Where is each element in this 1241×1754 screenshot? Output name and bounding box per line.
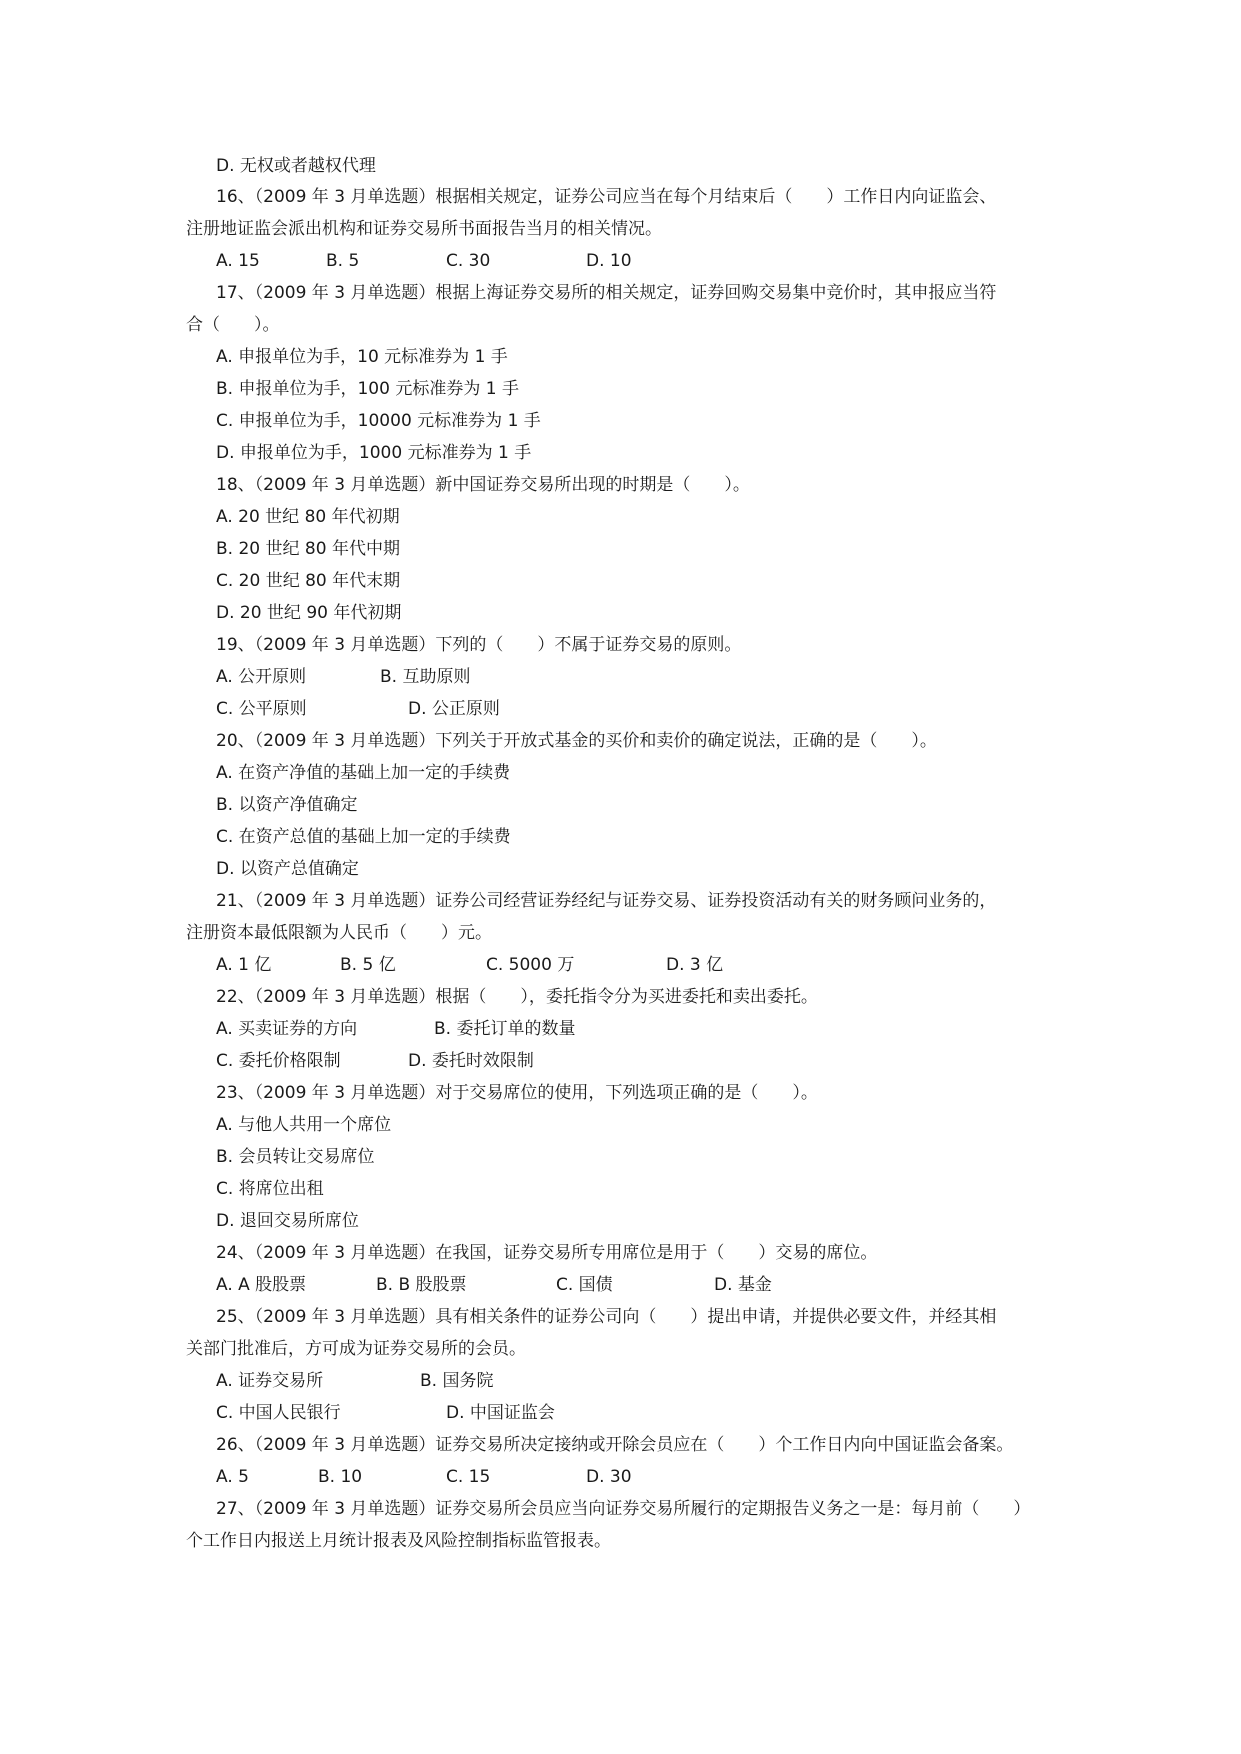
option-b: B. 5 亿 (340, 955, 396, 975)
option-d: D. 30 (586, 1467, 632, 1487)
question-26: 26、（2009 年 3 月单选题）证券交易所决定接纳或开除会员应在（ ）个工作日内向中国证监会备案。 (216, 1435, 1014, 1455)
option-a: A. 1 亿 (216, 955, 272, 975)
option-line: D. 申报单位为手，1000 元标准券为 1 手 (216, 443, 532, 463)
question-22: 22、（2009 年 3 月单选题）根据（ ），委托指令分为买进委托和卖出委托。 (216, 987, 818, 1007)
question-25: 25、（2009 年 3 月单选题）具有相关条件的证券公司向（ ）提出申请，并提供必要文件，并经其相 (216, 1307, 997, 1327)
option-b: B. 5 (326, 251, 360, 271)
option-c: C. 国债 (556, 1275, 613, 1295)
option-line: A. 与他人共用一个席位 (216, 1115, 392, 1135)
question-23: 23、（2009 年 3 月单选题）对于交易席位的使用，下列选项正确的是（ ）。 (216, 1083, 818, 1103)
option-b: B. B 股股票 (376, 1275, 467, 1295)
option-c: C. 5000 万 (486, 955, 575, 975)
option-a: A. A 股股票 (216, 1275, 307, 1295)
option-line: C. 将席位出租 (216, 1179, 324, 1199)
option-d: D. 公正原则 (408, 699, 500, 719)
option-line: A. 申报单位为手，10 元标准券为 1 手 (216, 347, 508, 367)
option-c: C. 30 (446, 251, 491, 271)
option-line: B. 申报单位为手，100 元标准券为 1 手 (216, 379, 519, 399)
option-line: A. 20 世纪 80 年代初期 (216, 507, 400, 527)
option-d: D. 基金 (714, 1275, 772, 1295)
option-b: B. 国务院 (420, 1371, 494, 1391)
option-line: C. 在资产总值的基础上加一定的手续费 (216, 827, 511, 847)
question-24: 24、（2009 年 3 月单选题）在我国，证券交易所专用席位是用于（ ）交易的席位。 (216, 1243, 878, 1263)
option-c: C. 委托价格限制 (216, 1051, 341, 1071)
option-b: B. 委托订单的数量 (434, 1019, 576, 1039)
option-line: A. 在资产净值的基础上加一定的手续费 (216, 763, 511, 783)
option-c: C. 15 (446, 1467, 491, 1487)
question-21: 21、（2009 年 3 月单选题）证券公司经营证券经纪与证券交易、证券投资活动有关的财务顾问业务的， (216, 891, 997, 911)
option-d: D. 中国证监会 (446, 1403, 555, 1423)
option-a: A. 证券交易所 (216, 1371, 324, 1391)
option-c: C. 中国人民银行 (216, 1403, 341, 1423)
question-27: 27、（2009 年 3 月单选题）证券交易所会员应当向证券交易所履行的定期报告义务之一是：每月前（ ） (216, 1499, 1031, 1519)
option-b: B. 互助原则 (380, 667, 471, 687)
question-27-cont: 个工作日内报送上月统计报表及风险控制指标监管报表。 (186, 1531, 611, 1551)
option-b: B. 10 (318, 1467, 363, 1487)
question-17: 17、（2009 年 3 月单选题）根据上海证券交易所的相关规定，证券回购交易集中竞价时，其申报应当符 (216, 283, 997, 303)
question-20: 20、（2009 年 3 月单选题）下列关于开放式基金的买价和卖价的确定说法，正确的是（ ）。 (216, 731, 937, 751)
option-line: B. 20 世纪 80 年代中期 (216, 539, 400, 559)
question-16-cont: 注册地证监会派出机构和证券交易所书面报告当月的相关情况。 (186, 219, 662, 239)
option-line: D. 无权或者越权代理 (216, 156, 376, 176)
option-d: D. 10 (586, 251, 632, 271)
option-line: B. 以资产净值确定 (216, 795, 358, 815)
option-a: A. 15 (216, 251, 260, 271)
option-d: D. 3 亿 (666, 955, 724, 975)
option-line: D. 退回交易所席位 (216, 1211, 359, 1231)
option-c: C. 公平原则 (216, 699, 307, 719)
option-line: D. 以资产总值确定 (216, 859, 359, 879)
option-line: C. 20 世纪 80 年代末期 (216, 571, 401, 591)
question-19: 19、（2009 年 3 月单选题）下列的（ ）不属于证券交易的原则。 (216, 635, 742, 655)
option-a: A. 公开原则 (216, 667, 307, 687)
question-16: 16、（2009 年 3 月单选题）根据相关规定，证券公司应当在每个月结束后（ ）工作日内向证监会、 (216, 187, 997, 207)
option-line: B. 会员转让交易席位 (216, 1147, 375, 1167)
option-a: A. 5 (216, 1467, 249, 1487)
option-line: D. 20 世纪 90 年代初期 (216, 603, 402, 623)
question-25-cont: 关部门批准后，方可成为证券交易所的会员。 (186, 1339, 526, 1359)
question-17-cont: 合（ ）。 (186, 315, 280, 335)
question-21-cont: 注册资本最低限额为人民币（ ）元。 (186, 923, 492, 943)
option-d: D. 委托时效限制 (408, 1051, 534, 1071)
option-a: A. 买卖证券的方向 (216, 1019, 358, 1039)
question-18: 18、（2009 年 3 月单选题）新中国证券交易所出现的时期是（ ）。 (216, 475, 750, 495)
option-line: C. 申报单位为手，10000 元标准券为 1 手 (216, 411, 541, 431)
